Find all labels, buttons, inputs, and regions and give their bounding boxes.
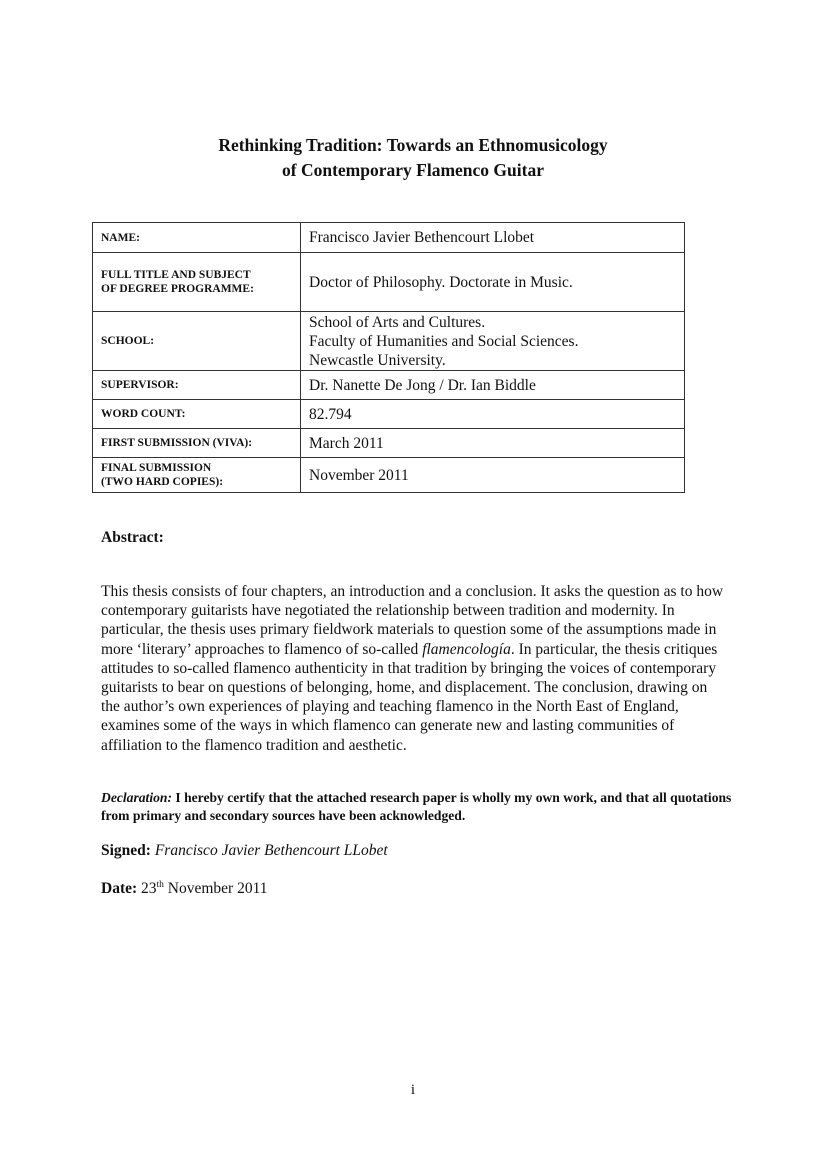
abstract-heading: Abstract: [101, 529, 164, 546]
date-label: Date: [101, 880, 138, 898]
row-value [301, 312, 685, 371]
signature-line [101, 842, 388, 860]
row-value [301, 253, 685, 312]
submission-info-table [92, 222, 685, 493]
label-line: SUPERVISOR: [101, 379, 179, 391]
row-value [301, 371, 685, 400]
date-day: 23 [137, 880, 157, 898]
value-line: Dr. Nanette De Jong / Dr. Ian Biddle [309, 376, 536, 394]
date-rest: November 2011 [163, 880, 268, 898]
label-line: FINAL SUBMISSION [101, 462, 212, 474]
label-line: NAME: [101, 231, 140, 244]
table-row [93, 458, 685, 493]
value-line: November 2011 [309, 466, 409, 484]
document-title [0, 133, 826, 183]
value-line: School of Arts and Cultures. [309, 313, 486, 331]
table-row [93, 253, 685, 312]
row-label [93, 400, 301, 429]
value-line: Francisco Javier Bethencourt Llobet [309, 229, 535, 246]
page-number: i [410, 1082, 416, 1098]
signed-label: Signed: [101, 842, 151, 859]
table-row [93, 312, 685, 371]
row-label [93, 223, 301, 253]
signed-name: Francisco Javier Bethencourt LLobet [150, 842, 388, 859]
date-line [101, 880, 268, 898]
row-value [301, 400, 685, 429]
row-value [301, 223, 685, 253]
row-value [301, 429, 685, 458]
value-line: Doctor of Philosophy. Doctorate in Music. [309, 273, 573, 291]
abstract-text-continued: . In particular, the thesis critiques attitudes to so-called flamenco authenticity in that tradition by bringing the voices of contemporary guitarists to bear on questions of belonging, home, and displacement. The conclusion, drawing on the author’s own experiences of playing and teaching flamenco in the North East of England, examines some of the ways in which flamenco can generate new and lasting communities of affiliation to the flamenco tradition and aesthetic. [101, 640, 718, 754]
label-line: FULL TITLE AND SUBJECT [101, 269, 251, 281]
title-line-2: of Contemporary Flamenco Guitar [282, 160, 544, 180]
value-line: 82.794 [309, 405, 352, 423]
row-label [93, 312, 301, 371]
table-row [93, 371, 685, 400]
row-label [93, 429, 301, 458]
label-line: OF DEGREE PROGRAMME: [101, 283, 254, 295]
row-label [93, 458, 301, 493]
title-line-1: Rethinking Tradition: Towards an Ethnomusicology [218, 135, 608, 155]
row-label [93, 253, 301, 312]
value-line: Newcastle University. [309, 351, 446, 369]
table-row [93, 400, 685, 429]
label-line: (TWO HARD COPIES): [101, 476, 224, 488]
row-value [301, 458, 685, 493]
label-line: FIRST SUBMISSION (VIVA): [101, 437, 253, 449]
table-row [93, 429, 685, 458]
table-row [93, 223, 685, 253]
abstract-text: This thesis consists of four chapters, an introduction and a conclusion. It asks the question as to how contemporary guitarists have negotiated the relationship between tradition and modernity. In particular, the thesis uses primary fieldwork materials to question some of the assumptions made in more ‘literary’ approaches to flamenco of so-called [101, 583, 724, 658]
row-label [93, 371, 301, 400]
abstract-italic-term: flamencología [422, 640, 511, 658]
declaration-text: I hereby certify that the attached research paper is wholly my own work, and that all quotations from primary and secondary sources have been acknowledged. [101, 790, 732, 823]
label-line: WORD COUNT: [101, 408, 186, 420]
label-line: SCHOOL: [101, 335, 155, 347]
value-line: Faculty of Humanities and Social Sciences. [309, 332, 579, 350]
date-day-suffix: th [156, 880, 164, 890]
declaration-label: Declaration: [101, 790, 172, 805]
value-line: March 2011 [309, 434, 384, 452]
declaration [101, 789, 741, 824]
abstract-body [101, 582, 727, 755]
